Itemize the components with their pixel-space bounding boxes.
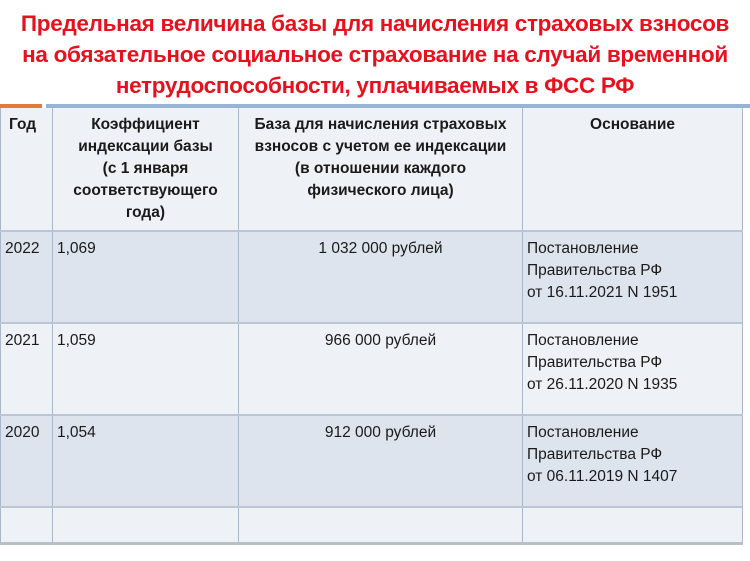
cell-year: 2020 [1, 415, 53, 507]
cell-coefficient [53, 507, 239, 543]
page-title [0, 8, 750, 101]
cell-year: 2022 [1, 231, 53, 323]
cell-coefficient: 1,054 [53, 415, 239, 507]
header-coefficient: Коэффициент индексации базы (с 1 января соответствующего года) [53, 108, 239, 231]
cell-basis [523, 507, 743, 543]
fss-base-limit-table [0, 108, 743, 545]
cell-basis: Постановление Правительства РФ от 16.11.2021 N 1951 [523, 231, 743, 323]
header-base: База для начисления страховых взносов с учетом ее индексации (в отношении каждого физического лица) [239, 108, 523, 231]
title-line-1: Предельная величина базы для начисления страховых взносов [20, 11, 730, 36]
cell-year [1, 507, 53, 543]
table-row [1, 231, 743, 323]
header-year: Год [1, 108, 53, 231]
header-basis: Основание [523, 108, 743, 231]
title-line-3: нетрудоспособности, уплачиваемых в ФСС РФ [115, 73, 635, 98]
cell-coefficient: 1,059 [53, 323, 239, 415]
table-row [1, 323, 743, 415]
cell-base [239, 507, 523, 543]
table-header-row [1, 108, 743, 231]
cell-base: 1 032 000 рублей [239, 231, 523, 323]
cell-basis: Постановление Правительства РФ от 06.11.2019 N 1407 [523, 415, 743, 507]
title-line-2: на обязательное социальное страхование на случай временной [22, 42, 728, 67]
cell-year: 2021 [1, 323, 53, 415]
cell-base: 912 000 рублей [239, 415, 523, 507]
cell-coefficient: 1,069 [53, 231, 239, 323]
cell-base: 966 000 рублей [239, 323, 523, 415]
cell-basis: Постановление Правительства РФ от 26.11.2020 N 1935 [523, 323, 743, 415]
table-row-empty [1, 507, 743, 543]
table-row [1, 415, 743, 507]
